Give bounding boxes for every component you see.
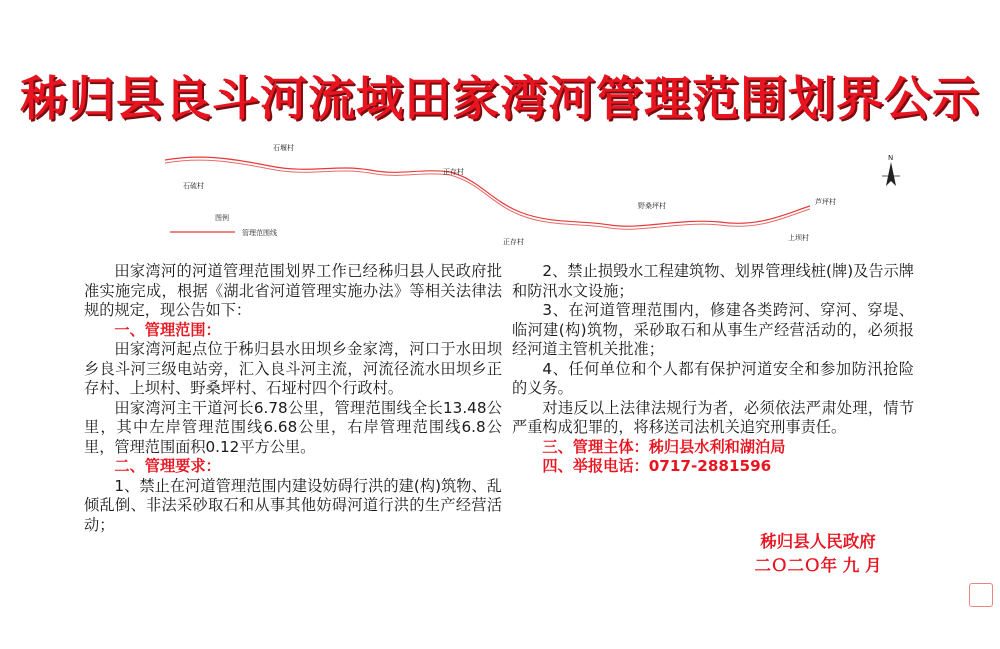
closing-paragraph: 对违反以上法律法规行为者，必须依法严肃处理，情节严重构成犯罪的，将移送司法机关追究刑事责任。 (512, 398, 914, 436)
notice-title: 秭归县良斗河流域田家湾河管理范围划界公示 (20, 72, 980, 127)
requirement-item: 1、禁止在河道管理范围内建设妨碍行洪的建(构)筑物、乱倾乱倒、非法采砂取石和从事其他妨碍河道行洪的生产经营活动； (84, 476, 502, 534)
length-paragraph: 田家湾河主干道河长6.78公里，管理范围线全长13.48公里，其中左岸管理范围线6.68公里，右岸管理范围线6.8公里，管理范围面积0.12平方公里。 (84, 398, 502, 456)
scope-paragraph: 田家湾河起点位于秭归县水田坝乡金家湾，河口于水田坝乡良斗河三级电站旁，汇入良斗河主流，河流径流水田坝乡正存村、上坝村、野桑坪村、石垭村四个行政村。 (84, 340, 502, 397)
management-body: 三、管理主体：秭归县水利和湖泊局 (542, 437, 786, 456)
river-map-drawing (160, 140, 920, 255)
left-column (84, 262, 502, 535)
signature-date: 二Ｏ二Ｏ年 九 月 (754, 556, 882, 575)
signature-org: 秭归县人民政府 (760, 532, 876, 551)
village-label: 正存村 (443, 168, 464, 176)
section-heading: 一、管理范围： (114, 320, 221, 339)
svg-text:N: N (888, 154, 894, 162)
village-label: 野桑坪村 (638, 202, 666, 210)
village-label: 上坝村 (788, 234, 809, 242)
north-arrow-icon (882, 154, 900, 186)
river-map (160, 140, 920, 255)
village-label: 石堰村 (273, 144, 294, 152)
report-phone: 四、举报电话：0717-2881596 (542, 457, 772, 475)
boundary-line-lower (165, 160, 810, 229)
legend-item-label: 管理范围线 (242, 229, 277, 237)
village-label: 石硫村 (183, 182, 204, 190)
seal-stamp (969, 583, 993, 607)
requirement-item: 4、任何单位和个人都有保护河道安全和参加防汛抢险的义务。 (512, 359, 914, 397)
requirement-item: 2、禁止损毁水工程建筑物、划界管理线桩(牌)及告示牌和防汛水文设施； (512, 262, 914, 300)
village-label: 芦坪村 (815, 198, 836, 206)
legend-title: 图例 (215, 214, 229, 222)
village-label: 正存村 (503, 238, 524, 246)
intro-paragraph: 田家湾河的河道管理范围划界工作已经秭归县人民政府批准实施完成，根据《湖北省河道管理实施办法》等相关法律法规的规定，现公告如下： (84, 262, 502, 319)
right-column (512, 262, 914, 477)
section-heading: 二、管理要求： (114, 457, 221, 475)
requirement-item: 3、在河道管理范围内，修建各类跨河、穿河、穿堤、临河建(构)筑物，采砂取石和从事生产经营活动的，必须报经河道主管机关批准； (512, 301, 914, 358)
